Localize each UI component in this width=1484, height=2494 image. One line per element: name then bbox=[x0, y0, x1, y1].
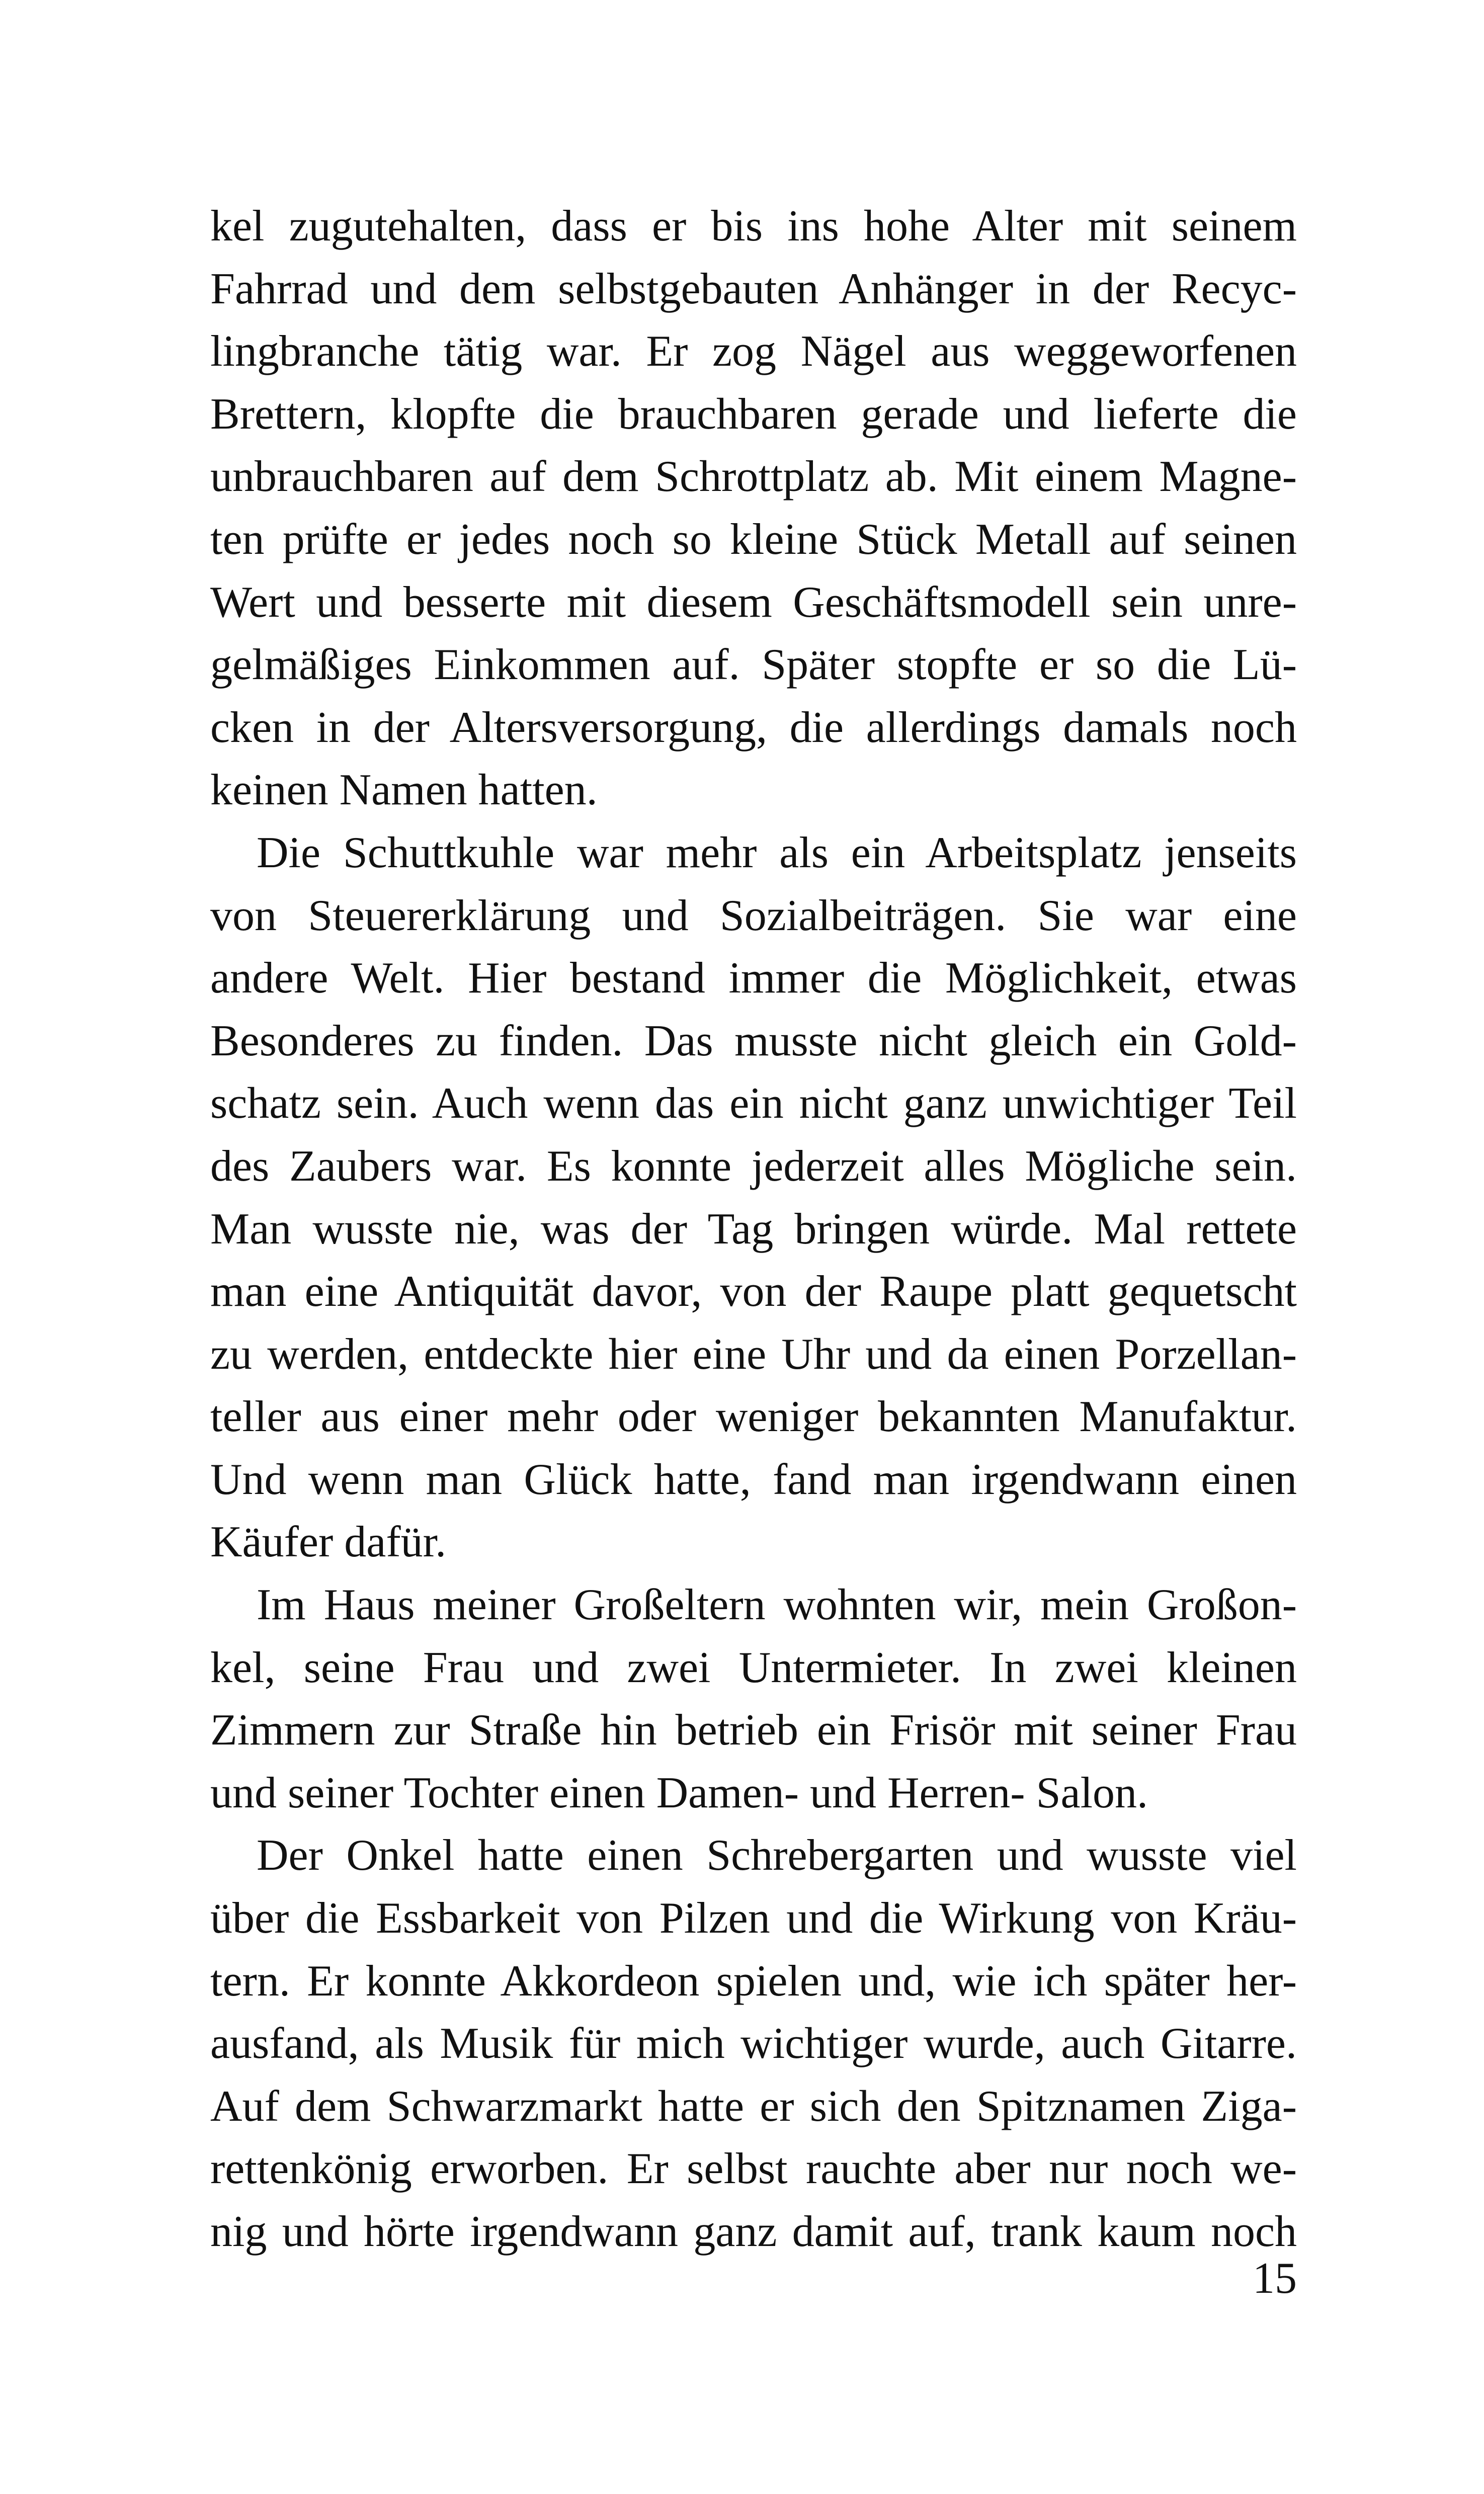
text-line: des Zaubers war. Es konnte jederzeit alles Mögliche sein. bbox=[210, 1141, 1297, 1191]
text-line: Und wenn man Glück hatte, fand man irgendwann einen bbox=[210, 1455, 1297, 1504]
text-line: unbrauchbaren auf dem Schrottplatz ab. Mit einem Magne- bbox=[210, 452, 1297, 502]
text-line: andere Welt. Hier bestand immer die Möglichkeit, etwas bbox=[210, 954, 1297, 1003]
text-line: schatz sein. Auch wenn das ein nicht ganz unwichtiger Teil bbox=[210, 1079, 1297, 1128]
text-line: zu werden, entdeckte hier eine Uhr und da einen Porzellan- bbox=[210, 1329, 1297, 1379]
text-line: von Steuererklärung und Sozialbeiträgen. Sie war eine bbox=[210, 891, 1297, 940]
text-line: kel, seine Frau und zwei Untermieter. In zwei kleinen bbox=[210, 1643, 1297, 1692]
text-line: Zimmern zur Straße hin betrieb ein Frisör mit seiner Frau bbox=[210, 1706, 1297, 1755]
text-line: über die Essbarkeit von Pilzen und die Wirkung von Kräu- bbox=[210, 1894, 1297, 1943]
text-line: Besonderes zu finden. Das musste nicht gleich ein Gold- bbox=[210, 1016, 1297, 1065]
text-line: Fahrrad und dem selbstgebauten Anhänger in der Recyc- bbox=[210, 264, 1297, 313]
text-line: rettenkönig erworben. Er selbst rauchte aber nur noch we- bbox=[210, 2144, 1297, 2194]
text-line: man eine Antiquität davor, von der Raupe platt gequetscht bbox=[210, 1267, 1297, 1316]
text-line: keinen Namen hatten. bbox=[210, 766, 598, 815]
text-line: Man wusste nie, was der Tag bringen würde. Mal rettete bbox=[210, 1204, 1297, 1254]
text-line: lingbranche tätig war. Er zog Nägel aus weggeworfenen bbox=[210, 327, 1297, 376]
text-line: Im Haus meiner Großeltern wohnten wir, mein Großon- bbox=[257, 1581, 1297, 1630]
text-line: Die Schuttkuhle war mehr als ein Arbeitsplatz jenseits bbox=[257, 828, 1297, 877]
text-line: Der Onkel hatte einen Schrebergarten und wusste viel bbox=[257, 1831, 1297, 1880]
page-number: 15 bbox=[1253, 2254, 1297, 2303]
text-line: cken in der Altersversorgung, die allerdings damals noch bbox=[210, 703, 1297, 752]
text-line: nig und hörte irgendwann ganz damit auf, trank kaum noch bbox=[210, 2207, 1297, 2256]
text-line: Auf dem Schwarzmarkt hatte er sich den Spitznamen Ziga- bbox=[210, 2082, 1297, 2131]
text-line: Brettern, klopfte die brauchbaren gerade und lieferte die bbox=[210, 389, 1297, 439]
text-line: Wert und besserte mit diesem Geschäftsmodell sein unre- bbox=[210, 577, 1297, 627]
text-line: ten prüfte er jedes noch so kleine Stück Metall auf seinen bbox=[210, 515, 1297, 564]
text-line: und seiner Tochter einen Damen- und Herren- Salon. bbox=[210, 1768, 1148, 1817]
body-text bbox=[210, 195, 1297, 2264]
text-line: Käufer dafür. bbox=[210, 1518, 447, 1567]
text-line: ausfand, als Musik für mich wichtiger wurde, auch Gitarre. bbox=[210, 2019, 1297, 2068]
text-line: kel zugutehalten, dass er bis ins hohe Alter mit seinem bbox=[210, 202, 1297, 251]
text-line: tern. Er konnte Akkordeon spielen und, wie ich später her- bbox=[210, 1956, 1297, 2006]
text-line: gelmäßiges Einkommen auf. Später stopfte er so die Lü- bbox=[210, 640, 1297, 690]
text-line: teller aus einer mehr oder weniger bekannten Manufaktur. bbox=[210, 1392, 1297, 1442]
